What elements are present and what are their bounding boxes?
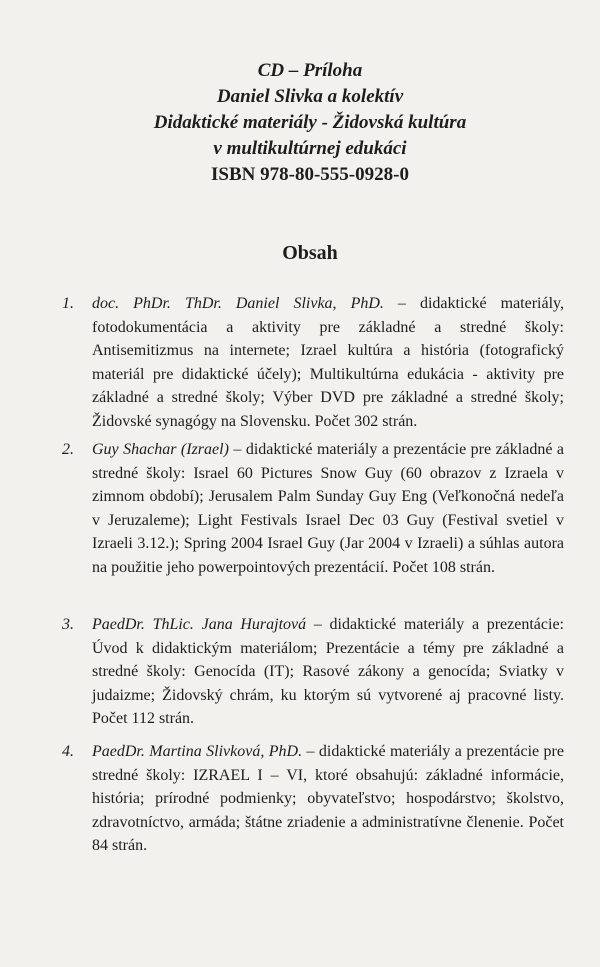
entry-number: 1. xyxy=(62,295,74,312)
publication-header xyxy=(60,58,560,188)
entry-author: Guy Shachar (Izrael) xyxy=(92,441,229,458)
entry-author: doc. PhDr. ThDr. Daniel Slivka, PhD. xyxy=(92,295,384,312)
header-line-2: Daniel Slivka a kolektív xyxy=(216,86,404,107)
entry-body xyxy=(92,292,564,434)
entry-author: PaedDr. ThLic. Jana Hurajtová xyxy=(92,616,307,633)
contents-entry xyxy=(62,613,564,731)
entry-author: PaedDr. Martina Slivková, PhD. xyxy=(92,743,303,760)
contents-entry xyxy=(62,292,564,434)
header-line-3: Didaktické materiály - Židovská kultúra xyxy=(153,112,467,133)
entry-text: – didaktické materiály, fotodokumentácia a aktivity pre základné a stredné školy: Antisemitizmus na internete; Izrael kultúra a história (fotografický materiál pre didaktické účely); Multikultúrna edukácia - aktivity pre základné a stredné školy; Výber DVD pre základné a stredné školy; Židovské synagógy na Slovensku. Počet 302 strán. xyxy=(92,295,565,430)
entry-body xyxy=(92,438,564,580)
entry-number: 2. xyxy=(62,441,74,458)
entry-body xyxy=(92,740,564,858)
entry-text: – didaktické materiály a prezentácie pre stredné školy: IZRAEL I – VI, ktoré obsahujú: základné informácie, história; prírodné podmienky; obyvateľstvo; hospodárstvo; školstvo, zdravotníctvo, armáda; štátne zriadenie a administratívne členenie. Počet 84 strán. xyxy=(92,743,564,855)
entry-number: 3. xyxy=(62,616,74,633)
entry-text: – didaktické materiály a prezentácie pre základné a stredné školy: Israel 60 Pictures Snow Guy (60 obrazov z Izraela v zimnom období); Jerusalem Palm Sunday Guy Eng (Veľkonočná nedeľa v Jeruzaleme); Light Festivals Israel Dec 03 Guy (Festival svetiel v Izraeli 3.12.); Spring 2004 Israel Guy (Jar 2004 v Izraeli) a súhlas autora na použitie jeho powerpointových prezentácií. Počet 108 strán. xyxy=(92,441,564,576)
contents-entry xyxy=(62,438,564,580)
header-line-4: v multikultúrnej edukáci xyxy=(213,138,407,159)
entry-body xyxy=(92,613,564,731)
isbn: ISBN 978-80-555-0928-0 xyxy=(211,164,409,185)
header-line-1: CD – Príloha xyxy=(257,60,363,81)
entry-text: – didaktické materiály a prezentácie: Úvod k didaktickým materiálom; Prezentácie a témy pre základné a stredné školy: Genocída (IT); Rasové zákony a genocída; Sviatky v judaizme; Židovský chrám, ku ktorým sú vytvorené aj pracovné listy. Počet 112 strán. xyxy=(92,616,564,728)
contents-entry xyxy=(62,740,564,858)
entry-number: 4. xyxy=(62,743,74,760)
contents-heading: Obsah xyxy=(282,242,338,264)
